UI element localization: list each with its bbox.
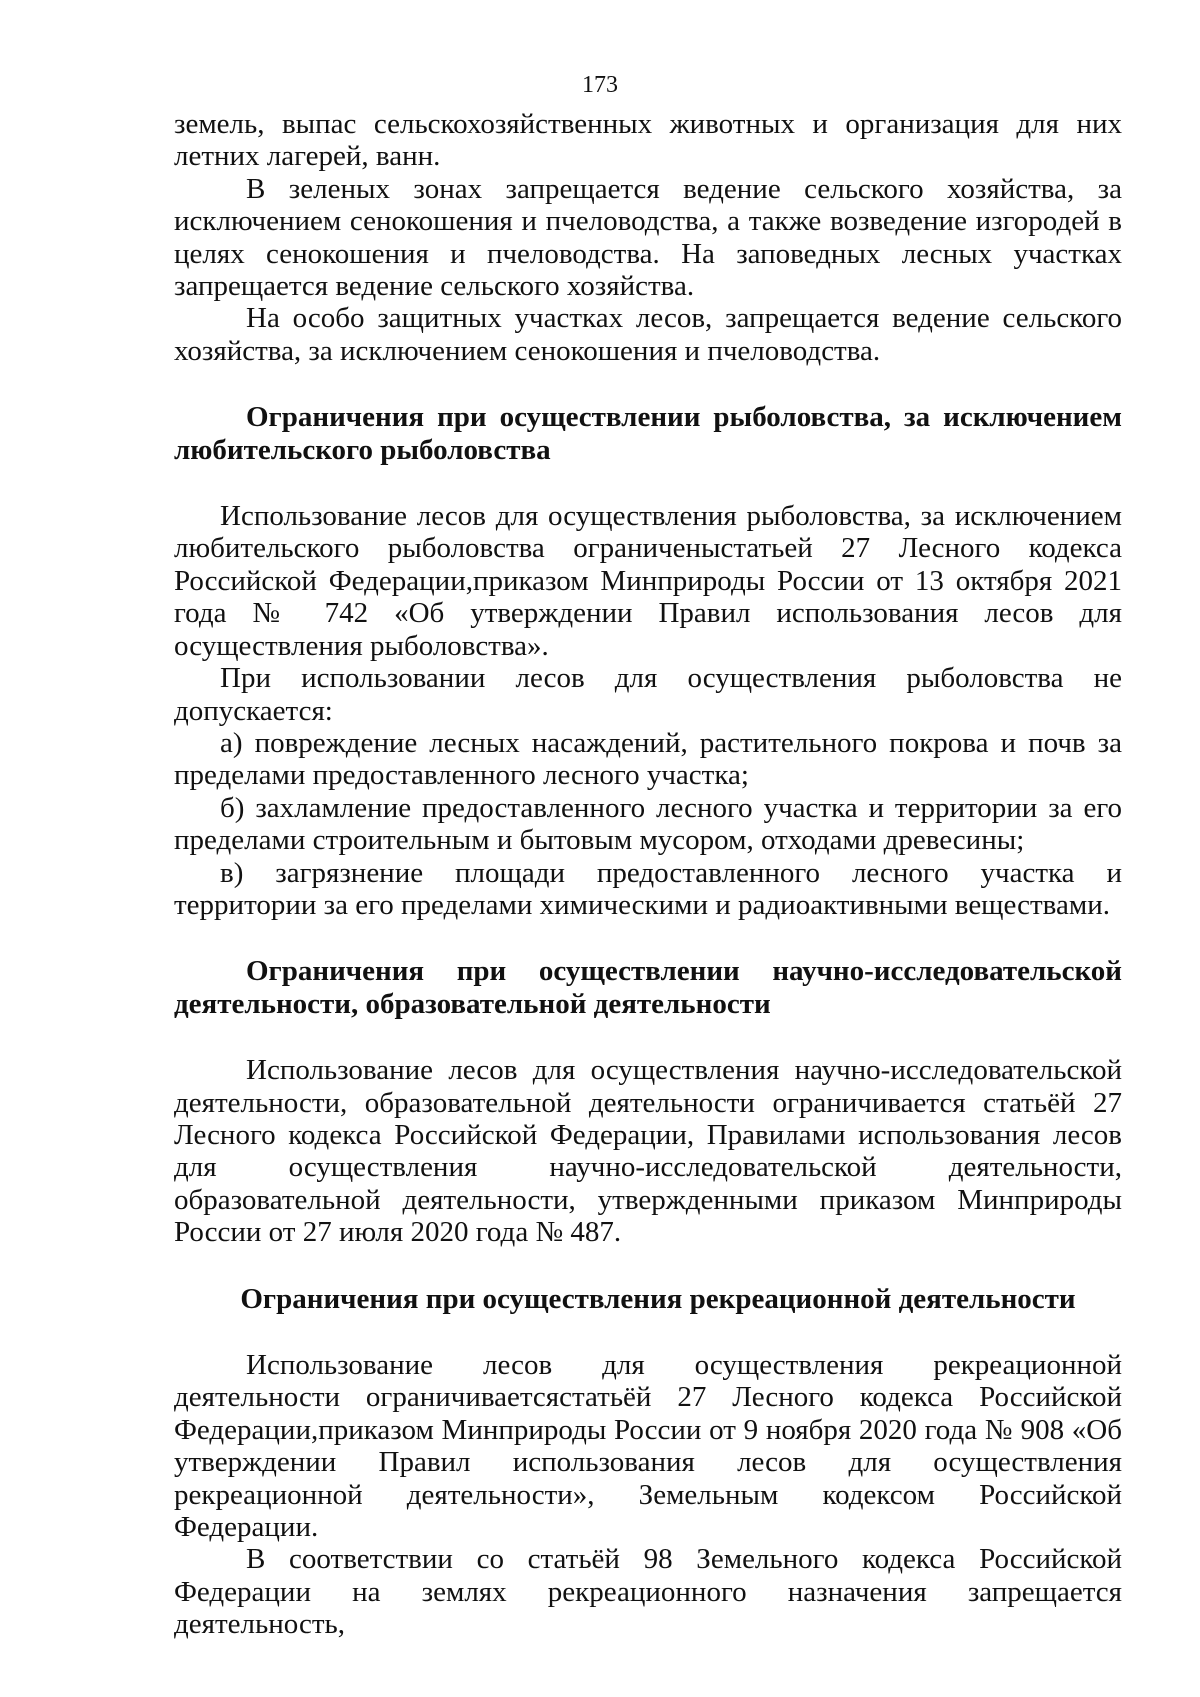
paragraph-recreation-usage: Использование лесов для осуществления рекреационной деятельности ограничиваетсястатьёй 27 Лесного кодекса Российской Федерации,приказом Минприроды России от 9 ноября 2020 года № 908 «Об утверждении Правил использования лесов для осуществления рекреационной деятельности», Земельным кодексом Российской Федерации.: [174, 1349, 1122, 1544]
document-body: [174, 108, 1122, 1641]
paragraph-fishing-not-allowed: При использовании лесов для осуществления рыболовства не допускается:: [174, 662, 1122, 727]
list-item-c: в) загрязнение площади предоставленного лесного участка и территории за его пределами химическими и радиоактивными веществами.: [174, 856, 1122, 921]
paragraph-land-code-article-98: В соответствии со статьёй 98 Земельного кодекса Российской Федерации на землях рекреационного назначения запрещается деятельность,: [174, 1543, 1122, 1641]
page-number: 173: [582, 72, 618, 98]
paragraph-protected-areas: На особо защитных участках лесов, запрещается ведение сельского хозяйства, за исключением сенокошения и пчеловодства.: [174, 302, 1122, 367]
heading-research-restrictions: Ограничения при осуществлении научно-исследовательской деятельности, образовательной деятельности: [174, 955, 1122, 1020]
paragraph-fishing-usage: Использование лесов для осуществления рыболовства, за исключением любительского рыболовства ограниченыстатьей 27 Лесного кодекса Российской Федерации,приказом Минприроды России от 13 октября 2021 года № 742 «Об утверждении Правил использования лесов для осуществления рыболовства».: [174, 500, 1122, 662]
paragraph-intro-continuation: земель, выпас сельскохозяйственных животных и организация для них летних лагерей, ванн.: [174, 108, 1122, 173]
paragraph-green-zones: В зеленых зонах запрещается ведение сельского хозяйства, за исключением сенокошения и пчеловодства, а также возведение изгородей в целях сенокошения и пчеловодства. На заповедных лесных участках запрещается ведение сельского хозяйства.: [174, 172, 1122, 303]
heading-fishing-restrictions: Ограничения при осуществлении рыболовства, за исключением любительского рыболовства: [174, 401, 1122, 466]
paragraph-research-usage: Использование лесов для осуществления научно-исследовательской деятельности, образовательной деятельности ограничивается статьёй 27 Лесного кодекса Российской Федерации, Правилами использования лесов для осуществления научно-исследовательской деятельности, образовательной деятельности, утвержденными приказом Минприроды России от 27 июля 2020 года № 487.: [174, 1054, 1122, 1249]
list-item-a: а) повреждение лесных насаждений, растительного покрова и почв за пределами предоставленного лесного участка;: [174, 726, 1122, 792]
heading-recreation-restrictions: Ограничения при осуществления рекреационной деятельности: [240, 1282, 1076, 1315]
list-item-b: б) захламление предоставленного лесного участка и территории за его пределами строительным и бытовым мусором, отходами древесины;: [174, 791, 1122, 857]
